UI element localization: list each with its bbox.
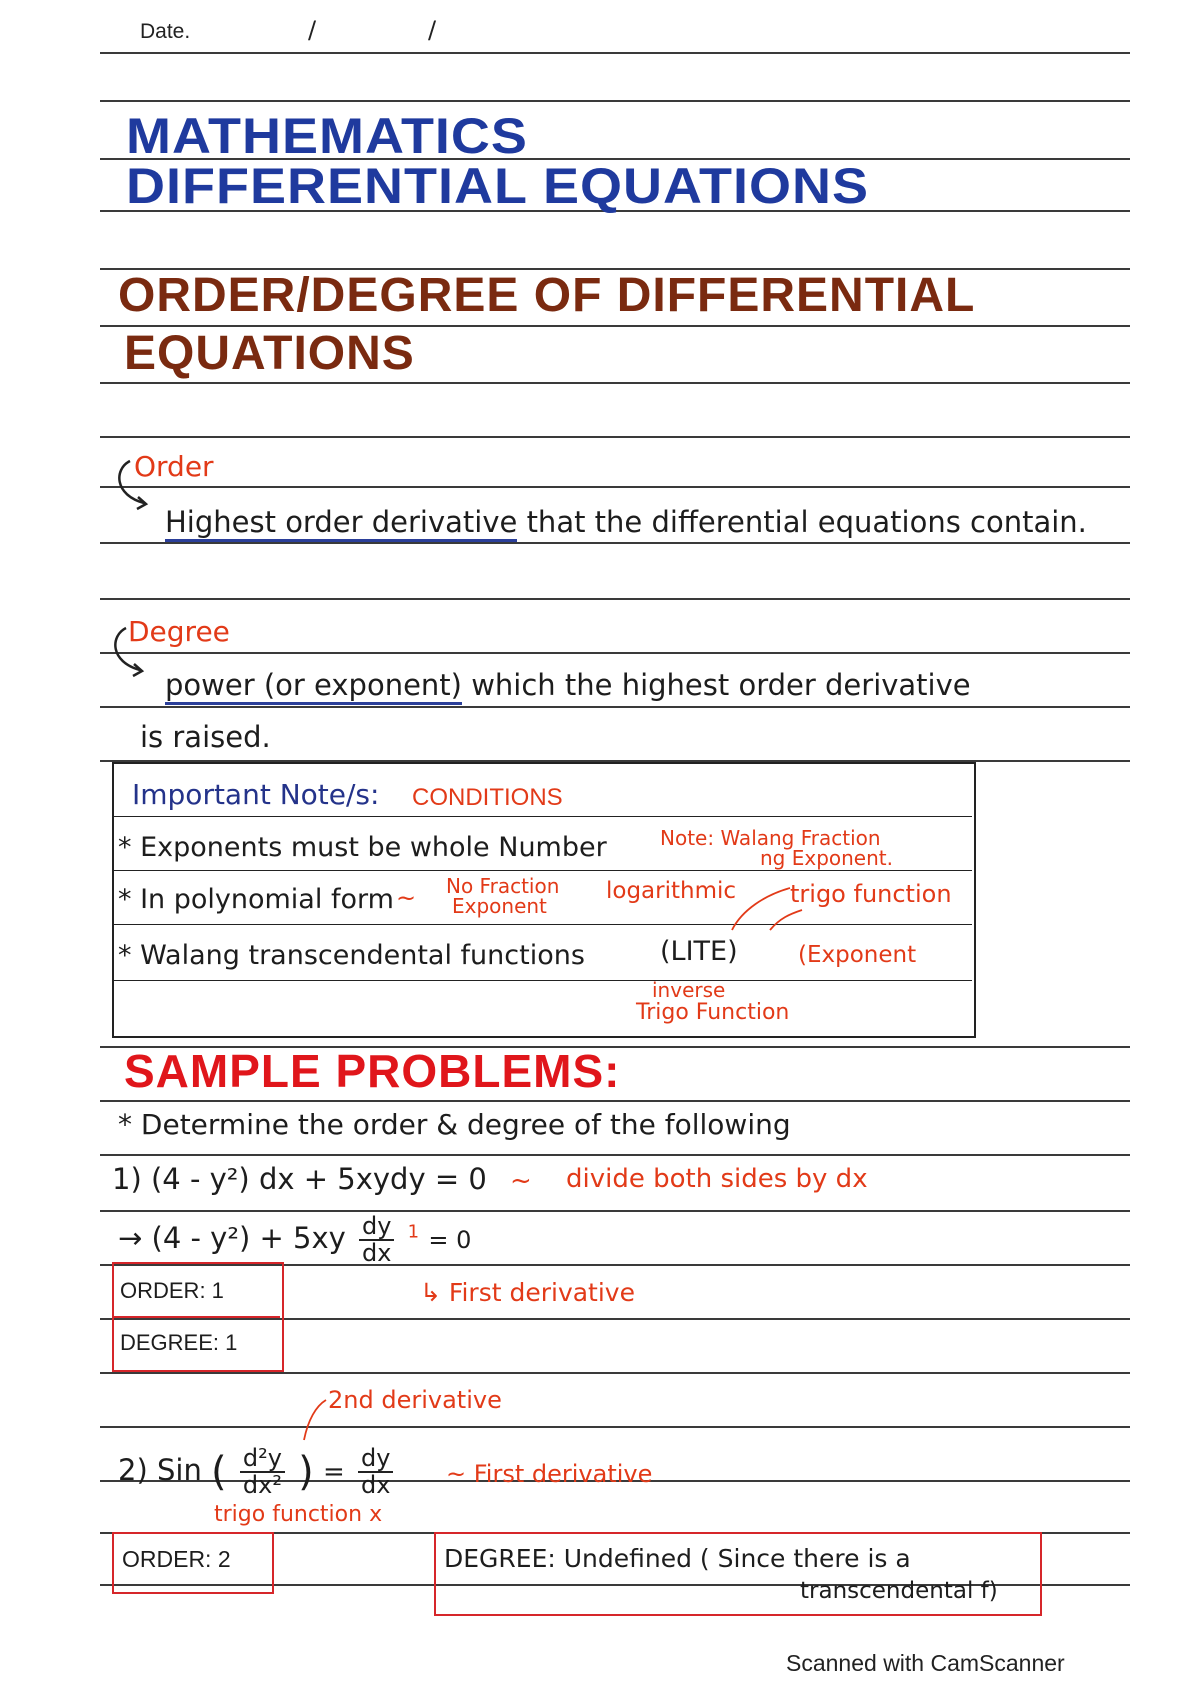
note-trigo-function: trigo function [790,880,952,908]
date-separator: / [308,16,317,44]
note-exponent: (Exponent [798,942,917,968]
problem-2-fraction-1 [240,1446,285,1498]
note-item-3: * Walang transcendental functions [118,940,585,971]
annotation-line-icon [296,1396,336,1446]
fraction-denominator: dx [361,1471,391,1500]
degree-label: Degree [128,615,230,648]
rule-line [100,1426,1130,1428]
order-definition-underlined: Highest order derivative [165,505,517,542]
rule-line [100,652,1130,654]
problem-1-equation: 1) (4 - y²) dx + 5xydy = 0 [112,1162,487,1196]
note-item-1: * Exponents must be whole Number [118,832,607,863]
note-heading: Important Note/s: [132,778,380,811]
rule-line [100,598,1130,600]
degree-definition [165,668,971,702]
problem-2-first-derivative-label: First derivative [473,1460,653,1488]
arrow-icon: ↳ [420,1278,449,1307]
note-conditions: CONDITIONS [412,784,563,811]
note-row-line [114,870,972,871]
rule-line [100,486,1130,488]
note-inverse-trigo: Trigo Function [636,1000,790,1025]
answer-box-divider [114,1316,280,1318]
note-lite: (LITE) [660,936,738,967]
sample-instruction: * Determine the order & degree of the following [118,1108,791,1141]
section-title-line1: ORDER/DEGREE OF DIFFERENTIAL [118,269,976,322]
degree-definition-underlined: power (or exponent) [165,668,462,705]
problem-2-degree-cont: transcendental f) [800,1578,998,1604]
note-item-2-arrow: ~ [396,884,417,912]
fraction-numerator: dy [358,1446,393,1473]
problem-2-second-derivative-note: 2nd derivative [328,1386,502,1414]
rule-line [100,1100,1130,1102]
problem-2-fraction-2 [358,1446,393,1498]
problem-1-degree: DEGREE: 1 [120,1330,238,1355]
rule-line [100,1210,1130,1212]
problem-2-equation [118,1446,397,1498]
problem-1-step [118,1214,471,1266]
date-separator: / [428,16,437,44]
problem-2-equals: = [322,1457,345,1488]
problem-1-exponent: 1 [407,1221,420,1243]
scanner-watermark: Scanned with CamScanner [786,1650,1065,1676]
note-row-line [114,816,972,817]
problem-1-note: divide both sides by dx [566,1164,868,1194]
rule-line [100,706,1130,708]
degree-definition-line2: is raised. [140,720,271,754]
annotation-lines-icon [720,880,810,940]
problem-1-step-lhs: → (4 - y²) + 5xy [118,1221,346,1256]
fraction-denominator: dx² [242,1471,282,1500]
problem-2-trigo-note: trigo function x [214,1502,383,1527]
note-row-line [114,924,972,925]
arrow-icon: ~ [446,1460,474,1488]
problem-1-first-derivative [420,1278,635,1307]
problem-1-order: ORDER: 1 [120,1278,224,1303]
paren-close: ) [298,1449,314,1496]
note-inverse: inverse [652,978,726,1002]
paren-open: ( [211,1449,227,1496]
fraction-denominator: dx [362,1239,392,1268]
date-label: Date. [140,20,191,43]
problem-1-fraction [359,1214,394,1266]
note-item-2-annotation: No Fraction [446,874,560,898]
order-definition-rest: that the differential equations contain. [526,505,1087,539]
note-item-2: * In polynomial form [118,884,394,915]
degree-definition-rest: which the highest order derivative [471,668,971,702]
problem-1-first-derivative-label: First derivative [448,1278,635,1307]
fraction-numerator: d²y [240,1446,285,1473]
note-logarithmic: logarithmic [606,878,737,904]
rule-line [100,100,1130,102]
problem-1-equals-zero: = 0 [428,1226,472,1255]
note-item-1-annotation-2: ng Exponent. [760,846,893,870]
section-title-line2: EQUATIONS [124,327,415,380]
problem-2-order: ORDER: 2 [122,1546,231,1572]
order-definition [165,505,1087,539]
rule-line [100,436,1130,438]
title-mathematics: MATHEMATICS [126,108,528,165]
order-label: Order [134,450,214,483]
sample-problems-heading: SAMPLE PROBLEMS: [124,1045,621,1097]
problem-2-first-derivative [446,1460,652,1488]
note-item-2-annotation-2: Exponent [452,894,547,918]
problem-2-label: 2) Sin [118,1453,202,1488]
rule-line [100,1372,1130,1374]
rule-line [100,382,1130,384]
rule-line [100,52,1130,54]
title-differential-equations: DIFFERENTIAL EQUATIONS [126,158,870,215]
fraction-numerator: dy [359,1214,394,1241]
rule-line [100,1154,1130,1156]
problem-1-arrow: ~ [510,1166,532,1196]
note-item-1-annotation: Note: Walang Fraction [660,826,881,850]
rule-line [100,542,1130,544]
problem-2-degree: DEGREE: Undefined ( Since there is a [444,1544,911,1573]
note-row-line [114,980,972,981]
